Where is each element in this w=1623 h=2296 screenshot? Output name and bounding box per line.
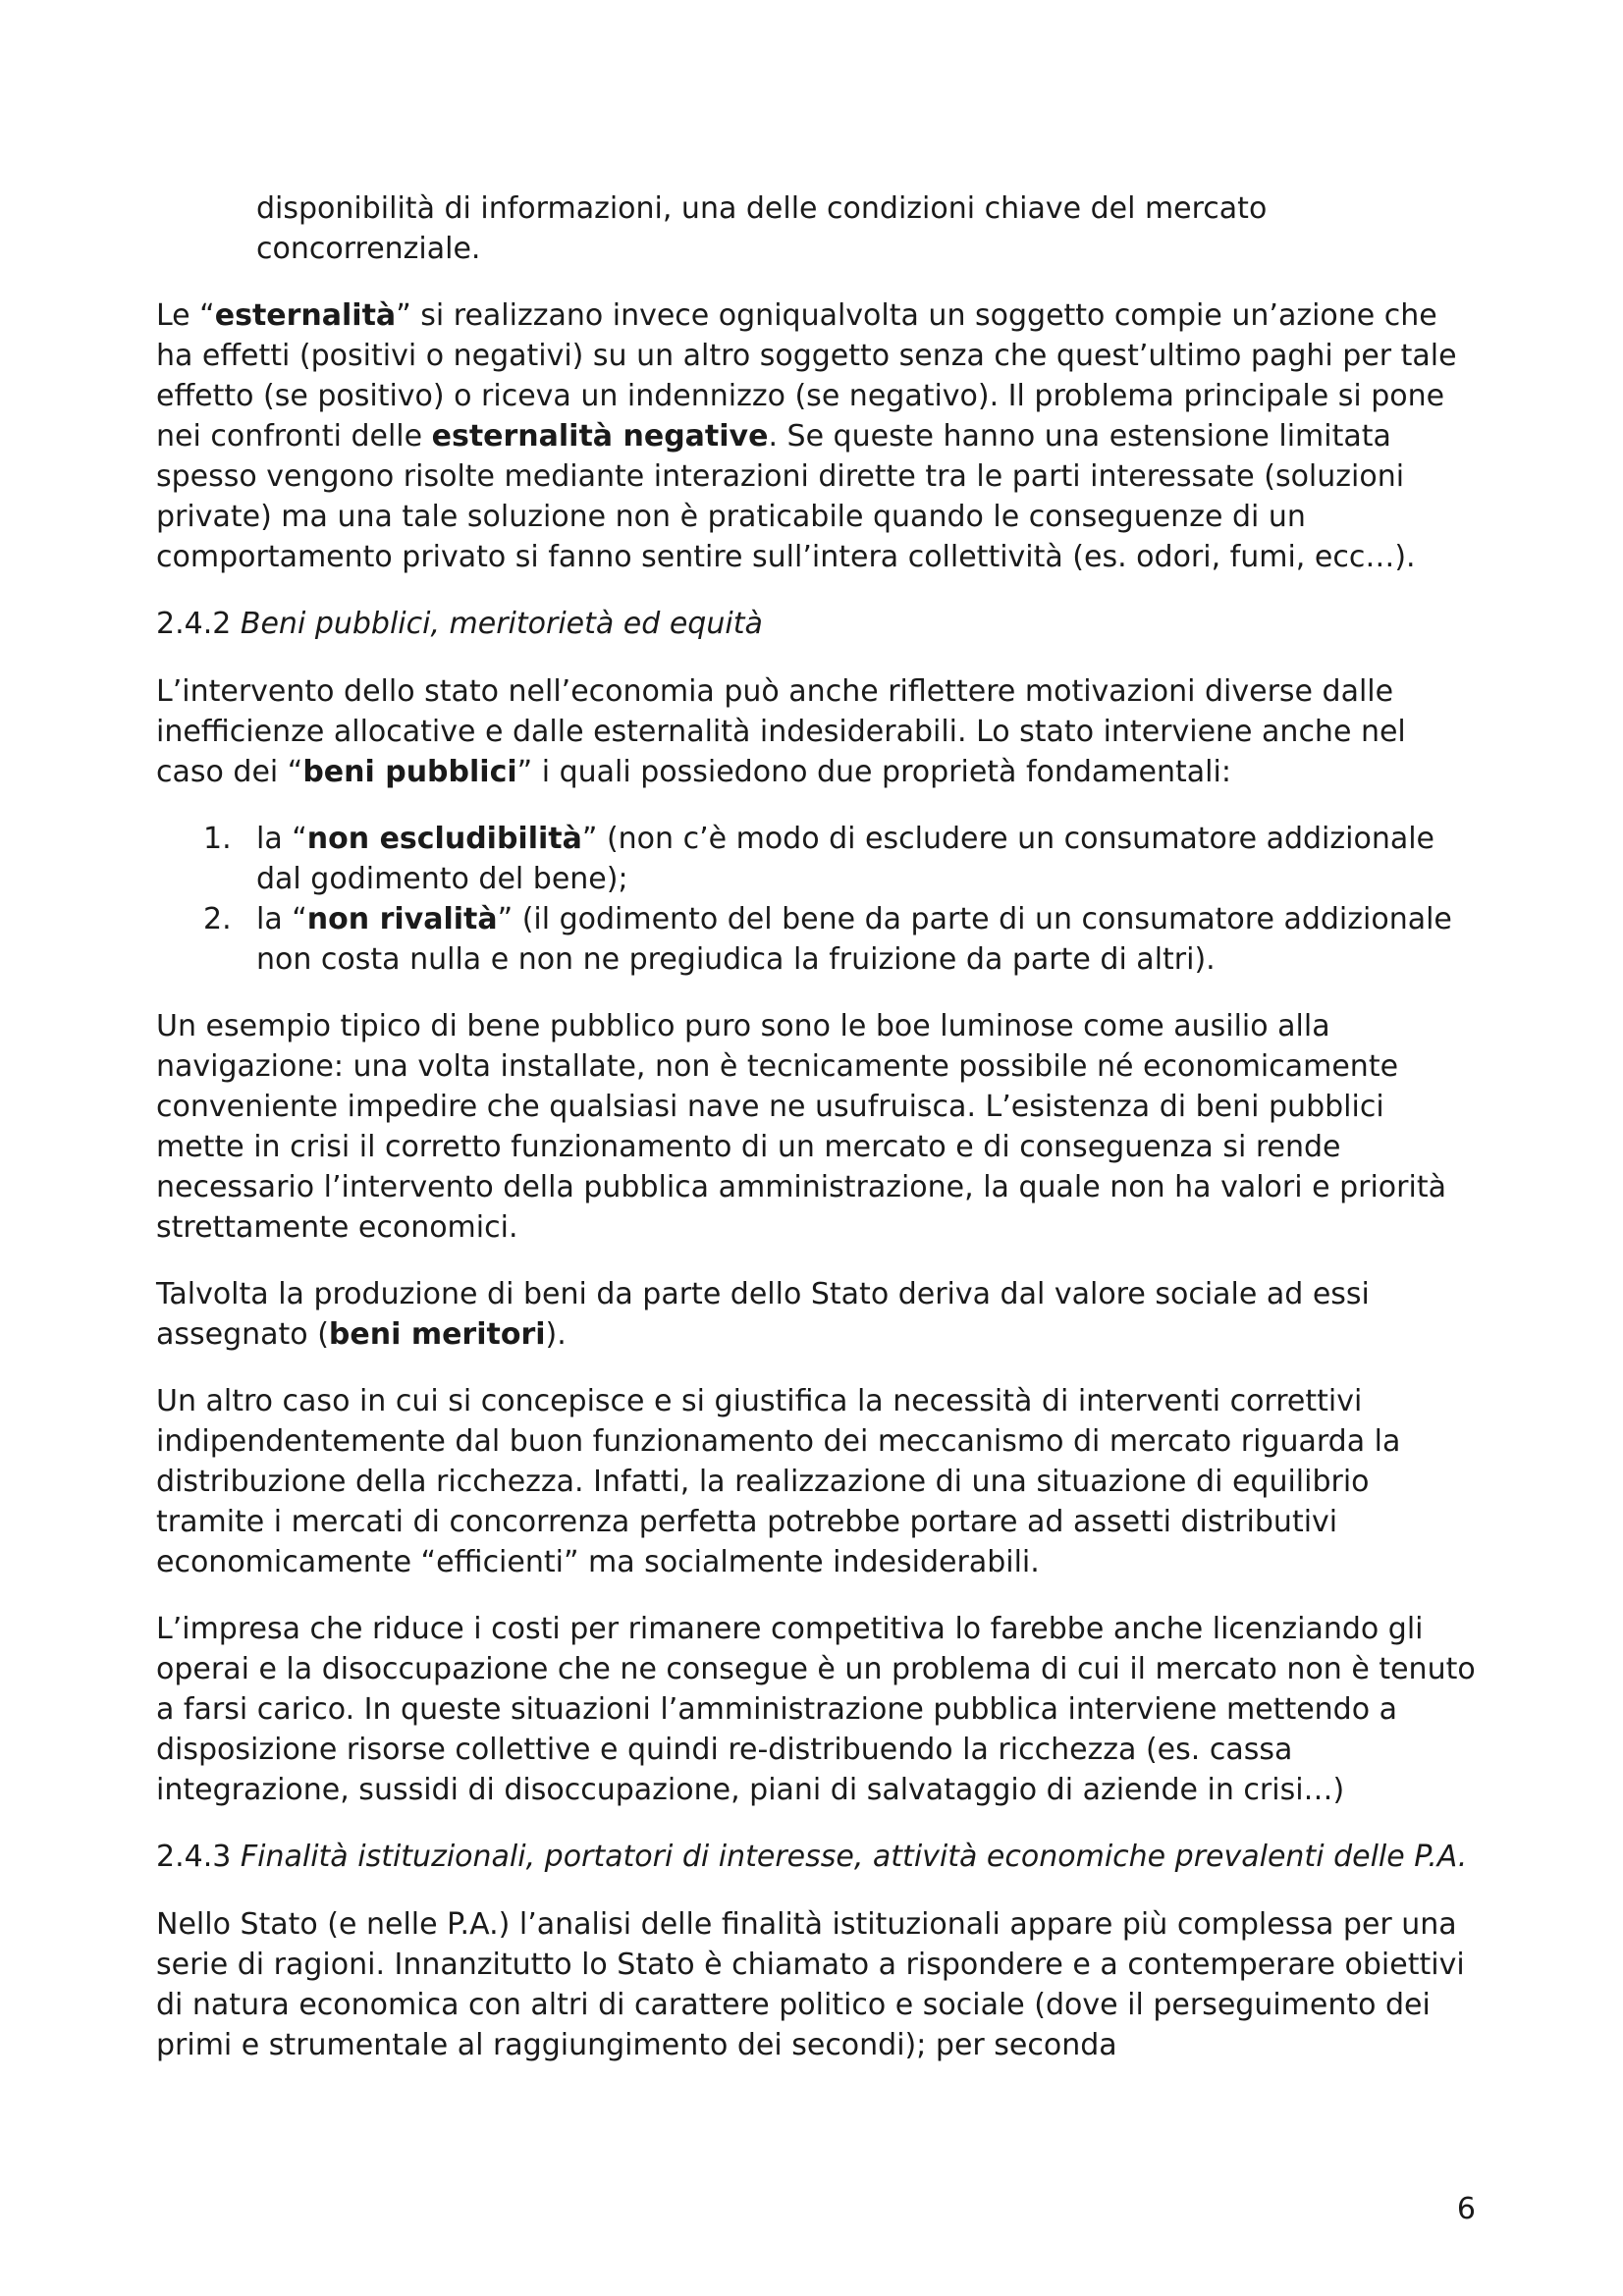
bold-term: beni meritori — [328, 1317, 546, 1352]
paragraph-meritori: Talvolta la produzione di beni da parte dello Stato deriva dal valore sociale ad essi assegnato (beni meritori). — [156, 1277, 1370, 1352]
properties-list — [156, 819, 1477, 980]
bold-term: non rivalità — [306, 902, 498, 936]
page-number: 6 — [1456, 2192, 1476, 2226]
bold-term: esternalità — [214, 298, 397, 333]
list-item: 1. la “non escludibilità” (non c’è modo di escludere un consumatore addizionale dal godimento del bene); — [156, 819, 1477, 899]
section-heading-2-4-2 — [156, 604, 1477, 644]
bold-term: beni pubblici — [302, 755, 517, 789]
bold-term: non escludibilità — [306, 822, 582, 856]
section-heading-2-4-3 — [156, 1837, 1477, 1877]
list-number: 1. — [203, 822, 232, 856]
section-title: Beni pubblici, meritorietà ed equità — [240, 607, 763, 641]
paragraph-altro-caso: Un altro caso in cui si concepisce e si giustifica la necessità di interventi correttivi indipendentemente dal buon funzionamento dei meccanismo di mercato riguarda la distribuzione della ricchezza. Infatti, la realizzazione di una situazione di equilibrio tramite i mercati di concorrenza perfetta potrebbe portare ad assetti distributivi economicamente “efficienti” ma socialmente indesiderabili. — [156, 1384, 1401, 1579]
list-number: 2. — [203, 902, 232, 936]
body-text — [156, 188, 1477, 2092]
bold-term: esternalità negative — [431, 419, 769, 454]
section-title: Finalità istituzionali, portatori di interesse, attività economiche prevalenti delle P.A. — [240, 1840, 1468, 1874]
section-number: 2.4.2 — [156, 607, 232, 641]
list-continuation: disponibilità di informazioni, una delle condizioni chiave del mercato concorrenziale. — [256, 191, 1268, 266]
paragraph-impresa: L’impresa che riduce i costi per rimanere competitiva lo farebbe anche licenziando gli operai e la disoccupazione che ne consegue è un problema di cui il mercato non è tenuto a farsi carico. In queste situazioni l’amministrazione pubblica interviene mettendo a disposizione risorse collettive e quindi re-distribuendo la ricchezza (es. cassa integrazione, sussidi di disoccupazione, piani di salvataggio di aziende in crisi…) — [156, 1612, 1476, 1807]
paragraph-esempio: Un esempio tipico di bene pubblico puro sono le boe luminose come ausilio alla navigazione: una volta installate, non è tecnicamente possibile né economicamente conveniente impedire che qualsiasi nave ne usufruisca. L’esistenza di beni pubblici mette in crisi il corretto funzionamento di un mercato e di conseguenza si rende necessario l’intervento della pubblica amministrazione, la quale non ha valori e priorità strettamente economici. — [156, 1009, 1446, 1245]
list-item: 2. la “non rivalità” (il godimento del bene da parte di un consumatore addizionale non costa nulla e non ne pregiudica la fruizione da parte di altri). — [156, 899, 1477, 980]
section-number: 2.4.3 — [156, 1840, 232, 1874]
paragraph-stato: Nello Stato (e nelle P.A.) l’analisi delle finalità istituzionali appare più complessa per una serie di ragioni. Innanzitutto lo Stato è chiamato a rispondere e a contemperare obiettivi di natura economica con altri di carattere politico e sociale (dove il perseguimento dei primi e strumentale al raggiungimento dei secondi); per seconda — [156, 1907, 1465, 2062]
paragraph-esternalita: Le “esternalità” si realizzano invece ogniqualvolta un soggetto compie un’azione che ha effetti (positivi o negativi) su un altro soggetto senza che quest’ultimo paghi per tale effetto (se positivo) o riceva un indennizzo (se negativo). Il problema principale si pone nei confronti delle esternalità negative. Se queste hanno una estensione limitata spesso vengono risolte mediante interazioni dirette tra le parti interessate (soluzioni private) ma una tale soluzione non è praticabile quando le conseguenze di un comportamento privato si fanno sentire sull’intera collettività (es. odori, fumi, ecc…). — [156, 298, 1457, 574]
paragraph-intervento: L’intervento dello stato nell’economia può anche riflettere motivazioni diverse dalle inefficienze allocative e dalle esternalità indesiderabili. Lo stato interviene anche nel caso dei “beni pubblici” i quali possiedono due proprietà fondamentali: — [156, 674, 1406, 789]
